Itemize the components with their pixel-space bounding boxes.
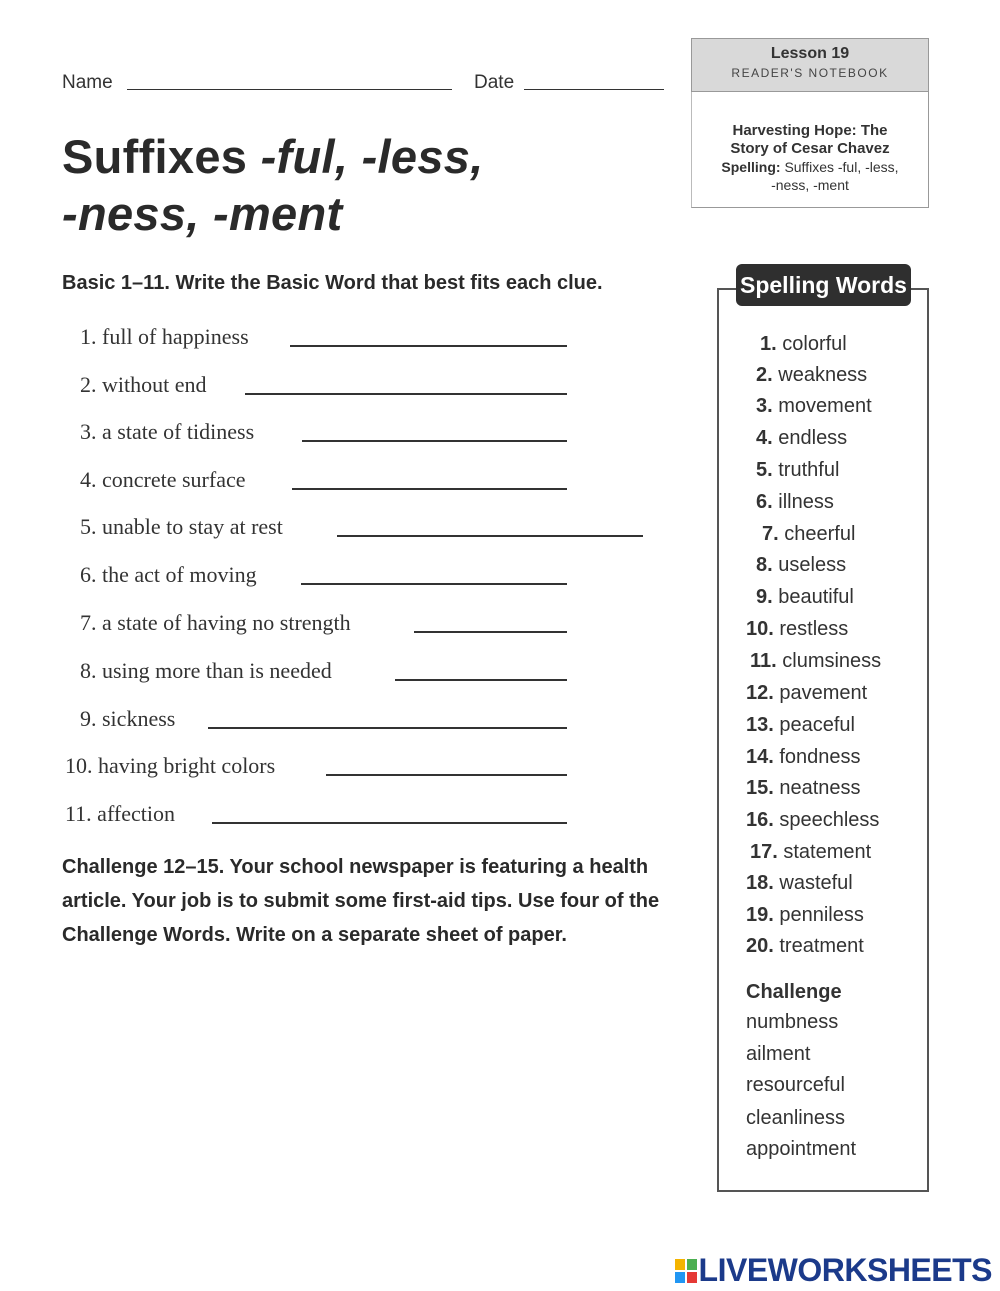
readers-notebook-label: READER'S NOTEBOOK: [731, 66, 889, 80]
answer-line-9[interactable]: [208, 727, 567, 729]
clue-11: 11. affection: [65, 801, 175, 826]
spelling-word-20: [746, 935, 864, 958]
answer-line-4[interactable]: [292, 488, 567, 490]
answer-line-8[interactable]: [395, 679, 567, 681]
spelling-word-text: movement: [778, 395, 872, 417]
spelling-word-number: 19.: [746, 904, 774, 926]
lesson-box: [691, 38, 929, 92]
answer-line-5[interactable]: [337, 535, 643, 537]
challenge-word-2: ailment: [746, 1043, 811, 1065]
clue-5: 5. unable to stay at rest: [80, 514, 283, 539]
spelling-word-text: weakness: [778, 364, 868, 386]
challenge-lead: Challenge 12–15.: [62, 856, 225, 878]
spelling-text-line1: Suffixes -ful, -less,: [784, 159, 899, 175]
title-suffixes-line1: -ful, -less,: [260, 130, 484, 183]
story-title-line2: Story of Cesar Chavez: [730, 140, 890, 157]
spelling-word-18: [746, 872, 853, 895]
story-box: [691, 92, 929, 208]
answer-line-3[interactable]: [302, 440, 567, 442]
spelling-word-19: [746, 904, 864, 927]
answer-line-7[interactable]: [414, 631, 567, 633]
spelling-word-number: 13.: [746, 714, 774, 736]
liveworksheets-brand: [675, 1252, 992, 1289]
title-plain: Suffixes: [62, 130, 261, 183]
challenge-words-heading: Challenge: [746, 981, 842, 1003]
spelling-word-text: illness: [778, 491, 834, 513]
clue-3: 3. a state of tidiness: [80, 419, 255, 444]
spelling-word-7: [762, 523, 855, 546]
spelling-word-17: [750, 841, 871, 864]
spelling-word-number: 5.: [756, 459, 773, 481]
date-field[interactable]: [524, 89, 664, 90]
clue-6: 6. the act of moving: [80, 562, 257, 587]
basic-instruction-text: Write the Basic Word that best fits each clue.: [175, 272, 603, 294]
clue-8: 8. using more than is needed: [80, 658, 332, 683]
spelling-word-number: 12.: [746, 682, 774, 704]
story-title-line1: Harvesting Hope: The: [732, 122, 888, 139]
challenge-text: Your school newspaper is featuring a health article. Your job is to submit some first-aid tips. Use four of the Challenge Words. Write on a separate sheet of paper.: [62, 856, 660, 946]
answer-line-1[interactable]: [290, 345, 567, 347]
basic-instruction: [62, 272, 603, 295]
spelling-word-number: 10.: [746, 618, 774, 640]
spelling-word-text: useless: [778, 554, 847, 576]
spelling-word-text: clumsiness: [782, 650, 882, 672]
spelling-word-5: [756, 459, 839, 482]
spelling-word-12: [746, 682, 867, 705]
spelling-word-number: 1.: [760, 333, 777, 355]
spelling-word-number: 18.: [746, 872, 774, 894]
spelling-word-number: 14.: [746, 746, 774, 768]
answer-line-2[interactable]: [245, 393, 567, 395]
spelling-word-text: treatment: [779, 935, 864, 957]
spelling-word-number: 17.: [750, 841, 778, 863]
spelling-word-text: truthful: [778, 459, 840, 481]
spelling-word-number: 16.: [746, 809, 774, 831]
spelling-word-number: 4.: [756, 427, 773, 449]
title-suffixes-line2: -ness, -ment: [62, 187, 343, 240]
spelling-word-2: [756, 364, 867, 387]
spelling-word-number: 3.: [756, 395, 773, 417]
name-label: Name: [62, 72, 113, 93]
basic-lead: Basic 1–11.: [62, 272, 170, 294]
spelling-word-3: [756, 395, 872, 418]
clue-1: 1. full of happiness: [80, 324, 249, 349]
page-title: [62, 128, 484, 242]
spelling-word-text: colorful: [782, 333, 847, 355]
spelling-word-8: [756, 554, 846, 577]
challenge-word-3: resourceful: [746, 1074, 845, 1096]
clue-10: 10. having bright colors: [65, 753, 276, 778]
answer-line-11[interactable]: [212, 822, 567, 824]
spelling-word-number: 11.: [750, 650, 777, 672]
lesson-title: Lesson 19: [770, 45, 850, 62]
date-label: Date: [474, 72, 515, 93]
spelling-word-text: wasteful: [779, 872, 853, 894]
clue-7: 7. a state of having no strength: [80, 610, 351, 635]
spelling-word-6: [756, 491, 834, 514]
spelling-word-text: pavement: [779, 682, 868, 704]
spelling-word-number: 2.: [756, 364, 773, 386]
spelling-word-text: restless: [779, 618, 849, 640]
answer-line-10[interactable]: [326, 774, 567, 776]
brand-text: LIVEWORKSHEETS: [698, 1252, 992, 1288]
story-spelling-line2: -ness, -ment: [771, 177, 849, 193]
spelling-word-14: [746, 746, 861, 769]
spelling-label: Spelling:: [721, 159, 781, 175]
challenge-word-1: numbness: [746, 1011, 839, 1033]
challenge-paragraph: [62, 850, 682, 952]
spelling-word-text: neatness: [779, 777, 861, 799]
spelling-word-16: [746, 809, 879, 832]
spelling-word-number: 7.: [762, 523, 779, 545]
clue-4: 4. concrete surface: [80, 467, 246, 492]
spelling-word-text: fondness: [779, 746, 861, 768]
spelling-word-4: [756, 427, 847, 450]
challenge-word-4: cleanliness: [746, 1107, 845, 1129]
spelling-word-text: statement: [783, 841, 872, 863]
liveworksheets-logo-icon: [675, 1259, 697, 1283]
story-spelling-line1: [692, 158, 928, 176]
spelling-word-11: [750, 650, 881, 673]
spelling-word-text: beautiful: [778, 586, 854, 608]
clue-2: 2. without end: [80, 372, 207, 397]
spelling-word-text: penniless: [779, 904, 864, 926]
spelling-word-number: 6.: [756, 491, 773, 513]
spelling-word-1: [760, 333, 847, 356]
challenge-word-5: appointment: [746, 1138, 857, 1160]
spelling-word-number: 8.: [756, 554, 773, 576]
spelling-word-10: [746, 618, 848, 641]
name-field[interactable]: [127, 89, 452, 90]
spelling-word-text: cheerful: [784, 523, 856, 545]
spelling-word-number: 20.: [746, 935, 774, 957]
spelling-word-text: endless: [778, 427, 848, 449]
spelling-word-13: [746, 714, 855, 737]
clue-9: 9. sickness: [80, 706, 176, 731]
spelling-word-number: 15.: [746, 777, 774, 799]
spelling-word-number: 9.: [756, 586, 773, 608]
spelling-word-15: [746, 777, 861, 800]
spelling-words-heading: Spelling Words: [736, 264, 911, 306]
spelling-word-text: speechless: [779, 809, 880, 831]
spelling-word-9: [756, 586, 854, 609]
spelling-word-text: peaceful: [779, 714, 855, 736]
answer-line-6[interactable]: [301, 583, 567, 585]
